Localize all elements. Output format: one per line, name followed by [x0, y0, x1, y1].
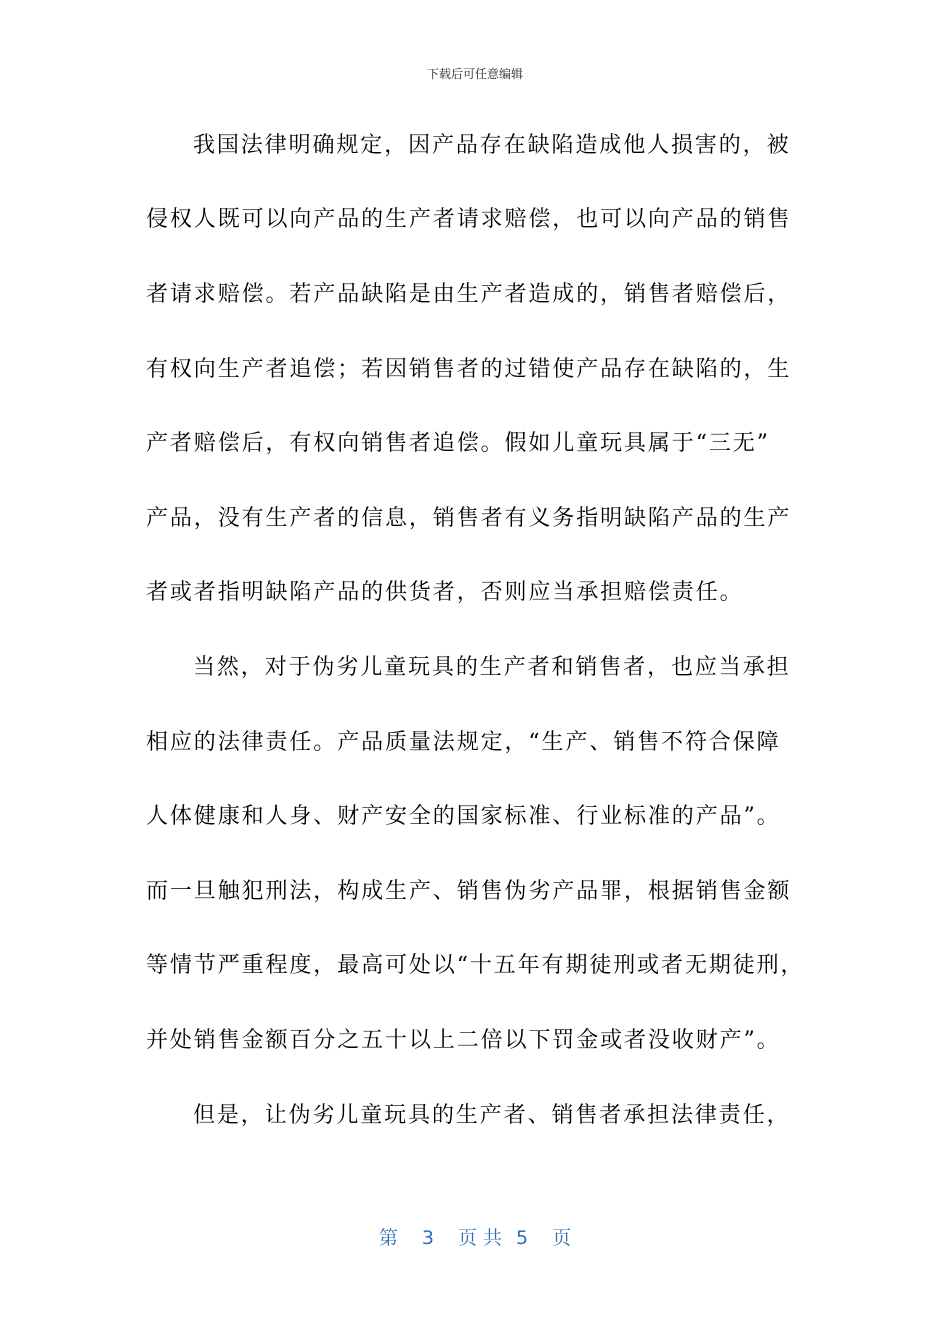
page-number-footer [0, 1226, 950, 1250]
page-header: 下载后可任意编辑 [426, 67, 523, 81]
text-line: 当然，对于伪劣儿童玩具的生产者和销售者，也应当承担 [193, 655, 791, 680]
text-line: 产者赔偿后，有权向销售者追偿。假如儿童玩具属于“三无” [146, 431, 770, 456]
text-line: 产品，没有生产者的信息，销售者有义务指明缺陷产品的生产 [146, 506, 792, 531]
text-line: 等情节严重程度，最高可处以“十五年有期徒刑或者无期徒刑， [146, 953, 805, 978]
text-line: 而一旦触犯刑法，构成生产、销售伪劣产品罪，根据销售金额 [146, 879, 792, 904]
text-line: 者或者指明缺陷产品的供货者，否则应当承担赔偿责任。 [146, 580, 744, 605]
footer-suffix: 页 [552, 1227, 572, 1249]
text-line: 有权向生产者追偿；若因销售者的过错使产品存在缺陷的，生 [146, 357, 792, 382]
footer-middle: 页 共 [457, 1227, 503, 1249]
text-line: 侵权人既可以向产品的生产者请求赔偿，也可以向产品的销售 [146, 207, 792, 232]
text-line: 人体健康和人身、财产安全的国家标准、行业标准的产品”。 [146, 804, 781, 829]
text-line: 我国法律明确规定，因产品存在缺陷造成他人损害的，被 [193, 133, 791, 158]
footer-prefix: 第 [378, 1227, 398, 1249]
current-page-number: 3 [421, 1227, 434, 1249]
text-line: 但是，让伪劣儿童玩具的生产者、销售者承担法律责任， [193, 1103, 791, 1128]
total-pages-number: 5 [516, 1227, 529, 1249]
text-line: 者请求赔偿。若产品缺陷是由生产者造成的，销售者赔偿后， [146, 282, 792, 307]
text-line: 相应的法律责任。产品质量法规定，“生产、销售不符合保障 [146, 730, 781, 755]
text-line: 并处销售金额百分之五十以上二倍以下罚金或者没收财产”。 [146, 1028, 781, 1053]
